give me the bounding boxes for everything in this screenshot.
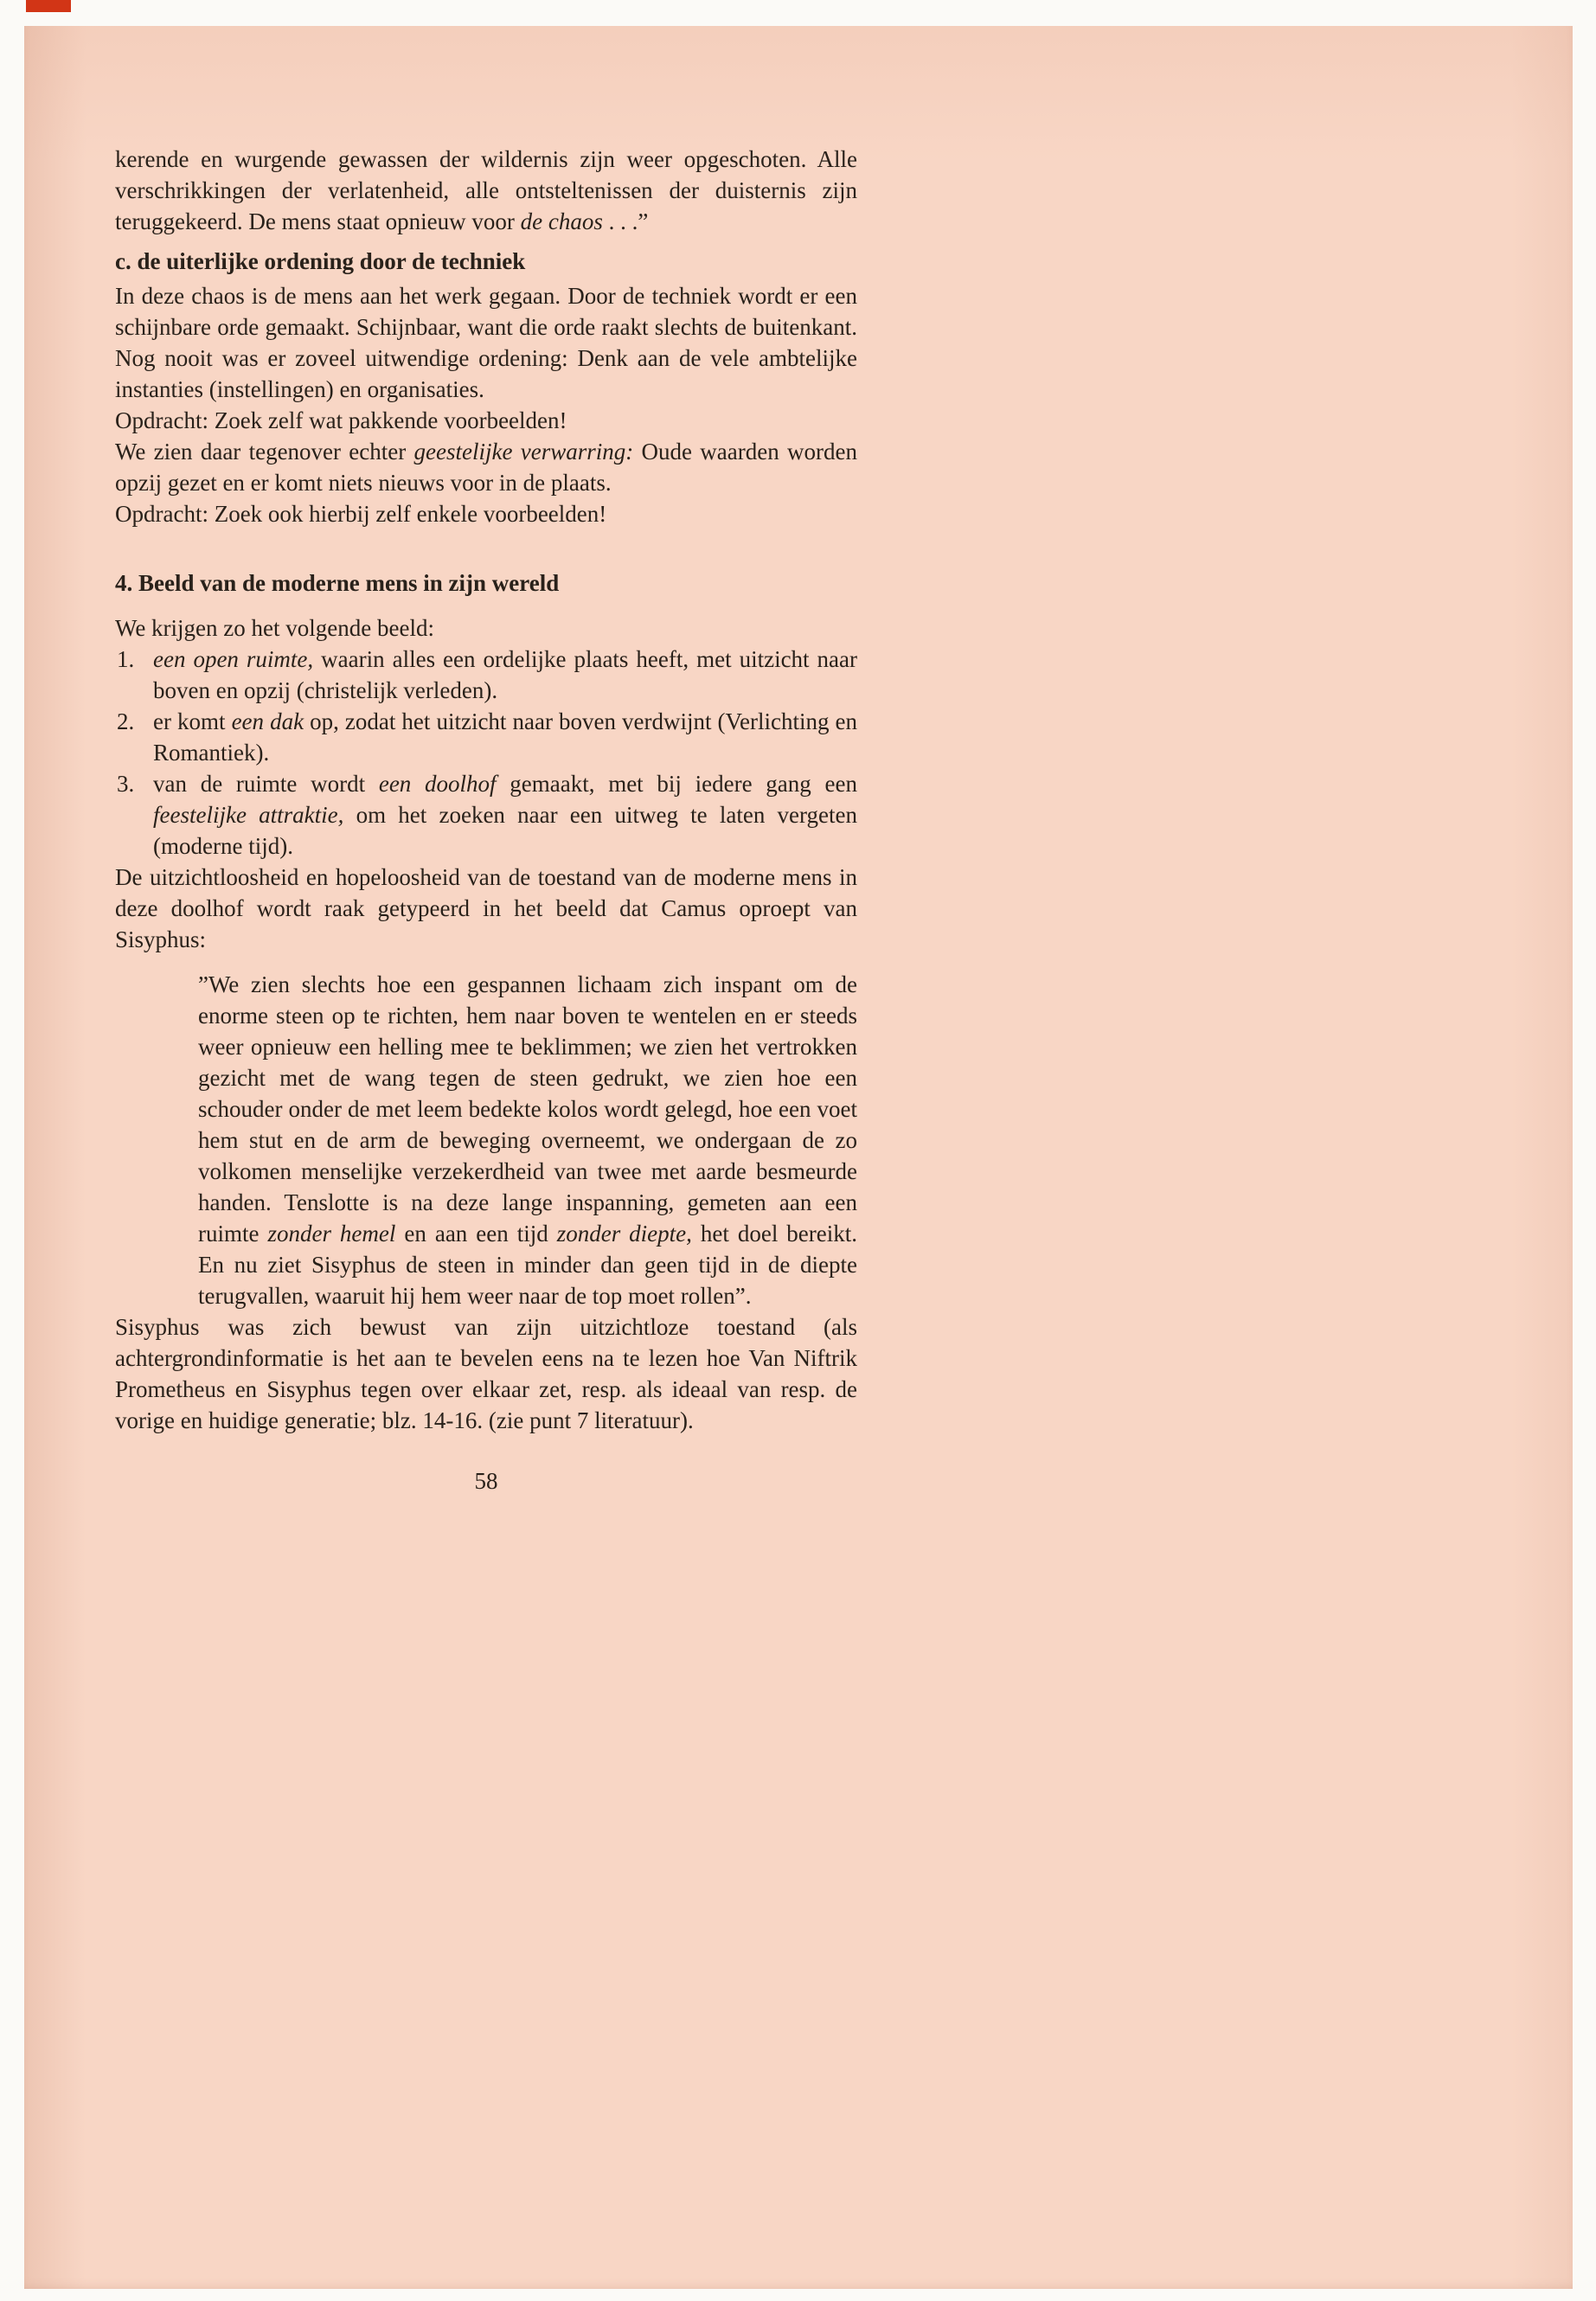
text-run: Oude waarden worden opzij gezet en er komt niets nieuws voor in de plaats. bbox=[115, 439, 857, 496]
list-number: 2. bbox=[117, 708, 135, 734]
text-run: waarin alles een ordelijke plaats heeft, met uitzicht naar boven en opzij (christelijk verleden). bbox=[153, 646, 857, 703]
section-heading-c: c. de uiterlijke ordening door de techniek bbox=[115, 248, 526, 274]
text-run: en aan een tijd bbox=[395, 1221, 557, 1247]
page-text-column bbox=[115, 144, 857, 1497]
paragraph-beeld-intro: We krijgen zo het volgende beeld: bbox=[115, 615, 434, 641]
assignment-line-2: Opdracht: Zoek ook hierbij zelf enkele voorbeelden! bbox=[115, 501, 607, 527]
text-run: ”We zien slechts hoe een gespannen lichaam zich inspant om de enorme steen op te richten, hem naar boven te wentelen en er steeds weer opnieuw een helling mee te beklimmen; we zien het vertrokken gezicht met de wang tegen de steen gedrukt, we zien hoe een schouder onder de met leem bedekte kolos wordt gelegd, hoe een voet hem stut en de arm de beweging overneemt, we ondergaan de zo volkomen menselijke verzekerdheid van twee met aarde besmeurde handen. Tenslotte is na deze lange inspanning, gemeten aan een ruimte bbox=[198, 971, 857, 1247]
emphasized-text: een doolhof bbox=[378, 771, 497, 797]
list-text bbox=[153, 771, 857, 859]
scanned-page bbox=[24, 26, 1573, 2289]
paragraph-intro-continuation bbox=[115, 144, 857, 237]
text-run: gemaakt, met bij iedere gang een bbox=[496, 771, 857, 797]
text-run: . . .” bbox=[602, 208, 649, 234]
emphasized-text: zonder diepte, bbox=[556, 1221, 692, 1247]
text-run: We zien daar tegenover echter bbox=[115, 439, 414, 465]
paragraph-techniek: In deze chaos is de mens aan het werk gegaan. Door de techniek wordt er een schijnbare orde gemaakt. Schijnbaar, want die orde raakt slechts de buitenkant. Nog nooit was er zoveel uitwendige ordening: Denk aan de vele ambtelijke instanties (instellingen) en organisaties. bbox=[115, 283, 857, 402]
emphasized-text: feestelijke attraktie, bbox=[153, 802, 344, 828]
text-run: van de ruimte wordt bbox=[153, 771, 379, 797]
emphasized-text: zonder hemel bbox=[267, 1221, 396, 1247]
page-number: 58 bbox=[474, 1468, 498, 1494]
text-run: het doel bereikt. En nu ziet Sisyphus de steen in minder dan geen tijd in de diepte terugvallen, waaruit hij hem weer naar de top moet rollen”. bbox=[198, 1221, 858, 1309]
list-text bbox=[153, 708, 857, 766]
sisyphus-block-quote bbox=[115, 969, 857, 1311]
list-item-1 bbox=[115, 644, 857, 706]
list-item-3 bbox=[115, 768, 857, 862]
list-text bbox=[153, 646, 857, 703]
text-run: er komt bbox=[153, 708, 232, 734]
emphasized-text: een open ruimte, bbox=[153, 646, 314, 672]
text-run: kerende en wurgende gewassen der wildernis zijn weer opgeschoten. Alle verschrikkingen der verlatenheid, alle ontsteltenissen der duisternis zijn teruggekeerd. De mens staat opnieuw voor bbox=[115, 146, 857, 234]
text-run: om het zoeken naar een uitweg te laten vergeten (moderne tijd). bbox=[153, 802, 857, 859]
list-number: 3. bbox=[117, 771, 135, 797]
list-number: 1. bbox=[117, 646, 135, 672]
paragraph-camus: De uitzichtloosheid en hopeloosheid van de toestand van de moderne mens in deze doolhof wordt raak getypeerd in het beeld dat Camus oproept van Sisyphus: bbox=[115, 864, 857, 952]
paragraph-sisyphus: Sisyphus was zich bewust van zijn uitzichtloze toestand (als achtergrondinformatie is het aan te bevelen eens na te lezen hoe Van Niftrik Prometheus en Sisyphus tegen over elkaar zet, resp. als ideaal van resp. de vorige en huidige generatie; blz. 14-16. (zie punt 7 literatuur). bbox=[115, 1314, 857, 1433]
emphasized-text: een dak bbox=[231, 708, 304, 734]
emphasized-text: de chaos bbox=[520, 208, 603, 234]
list-item-2 bbox=[115, 706, 857, 768]
emphasized-text: geestelijke verwarring: bbox=[413, 439, 634, 465]
text-run: op, zodat het uitzicht naar boven verdwijnt (Verlichting en Romantiek). bbox=[153, 708, 858, 766]
numbered-list bbox=[115, 644, 857, 862]
assignment-line-1: Opdracht: Zoek zelf wat pakkende voorbeelden! bbox=[115, 407, 567, 433]
paragraph-verwarring bbox=[115, 436, 857, 498]
section-heading-4: 4. Beeld van de moderne mens in zijn wereld bbox=[115, 570, 560, 596]
scan-artifact-red-mark bbox=[26, 0, 71, 12]
